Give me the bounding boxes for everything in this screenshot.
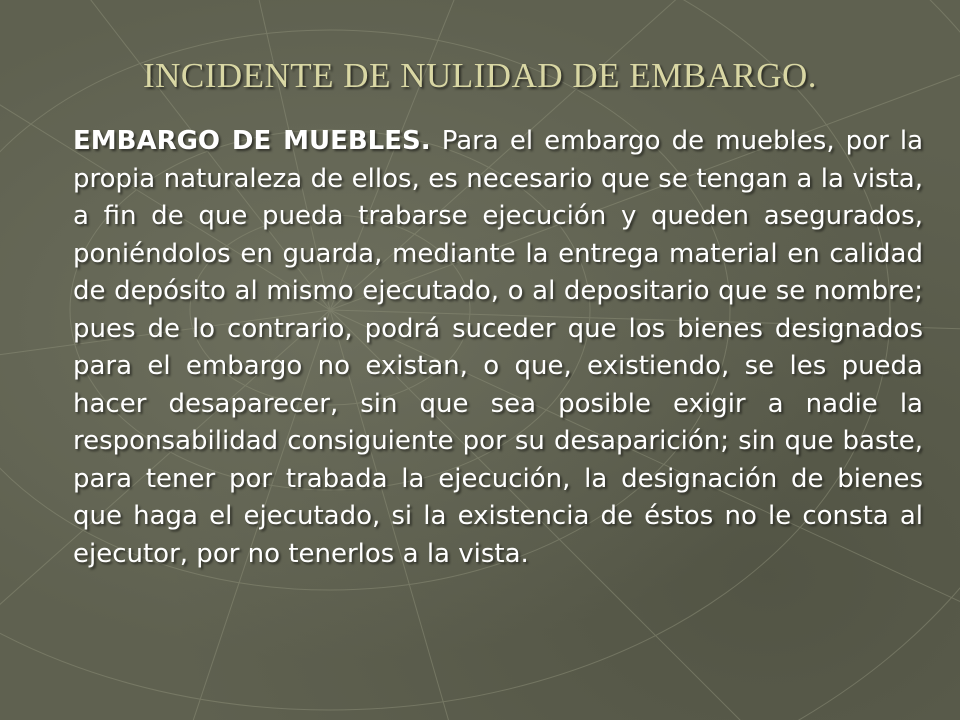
body-text: Para el embargo de muebles, por la propia naturaleza de ellos, es necesario que se tengan a la vista, a fin de que pueda trabarse ejecución y queden asegurados, poniéndolos en guarda, mediante la entrega material en calidad de depósito al mismo ejecutado, o al depositario que se nombre; pues de lo contrario, podrá suceder que los bienes designados para el embargo no existan, o que, existiendo, se les pueda hacer desaparecer, sin que sea posible exigir a nadie la responsabilidad consiguiente por su desaparición; sin que baste, para tener por trabada la ejecución, la designación de bienes que haga el ejecutado, si la existencia de éstos no le consta al ejecutor, por no tenerlos a la vista. — [73, 126, 924, 569]
slide-title: INCIDENTE DE NULIDAD DE EMBARGO. — [142, 56, 818, 95]
slide-body-paragraph — [73, 123, 923, 573]
lead-heading: EMBARGO DE MUEBLES. — [73, 126, 431, 156]
